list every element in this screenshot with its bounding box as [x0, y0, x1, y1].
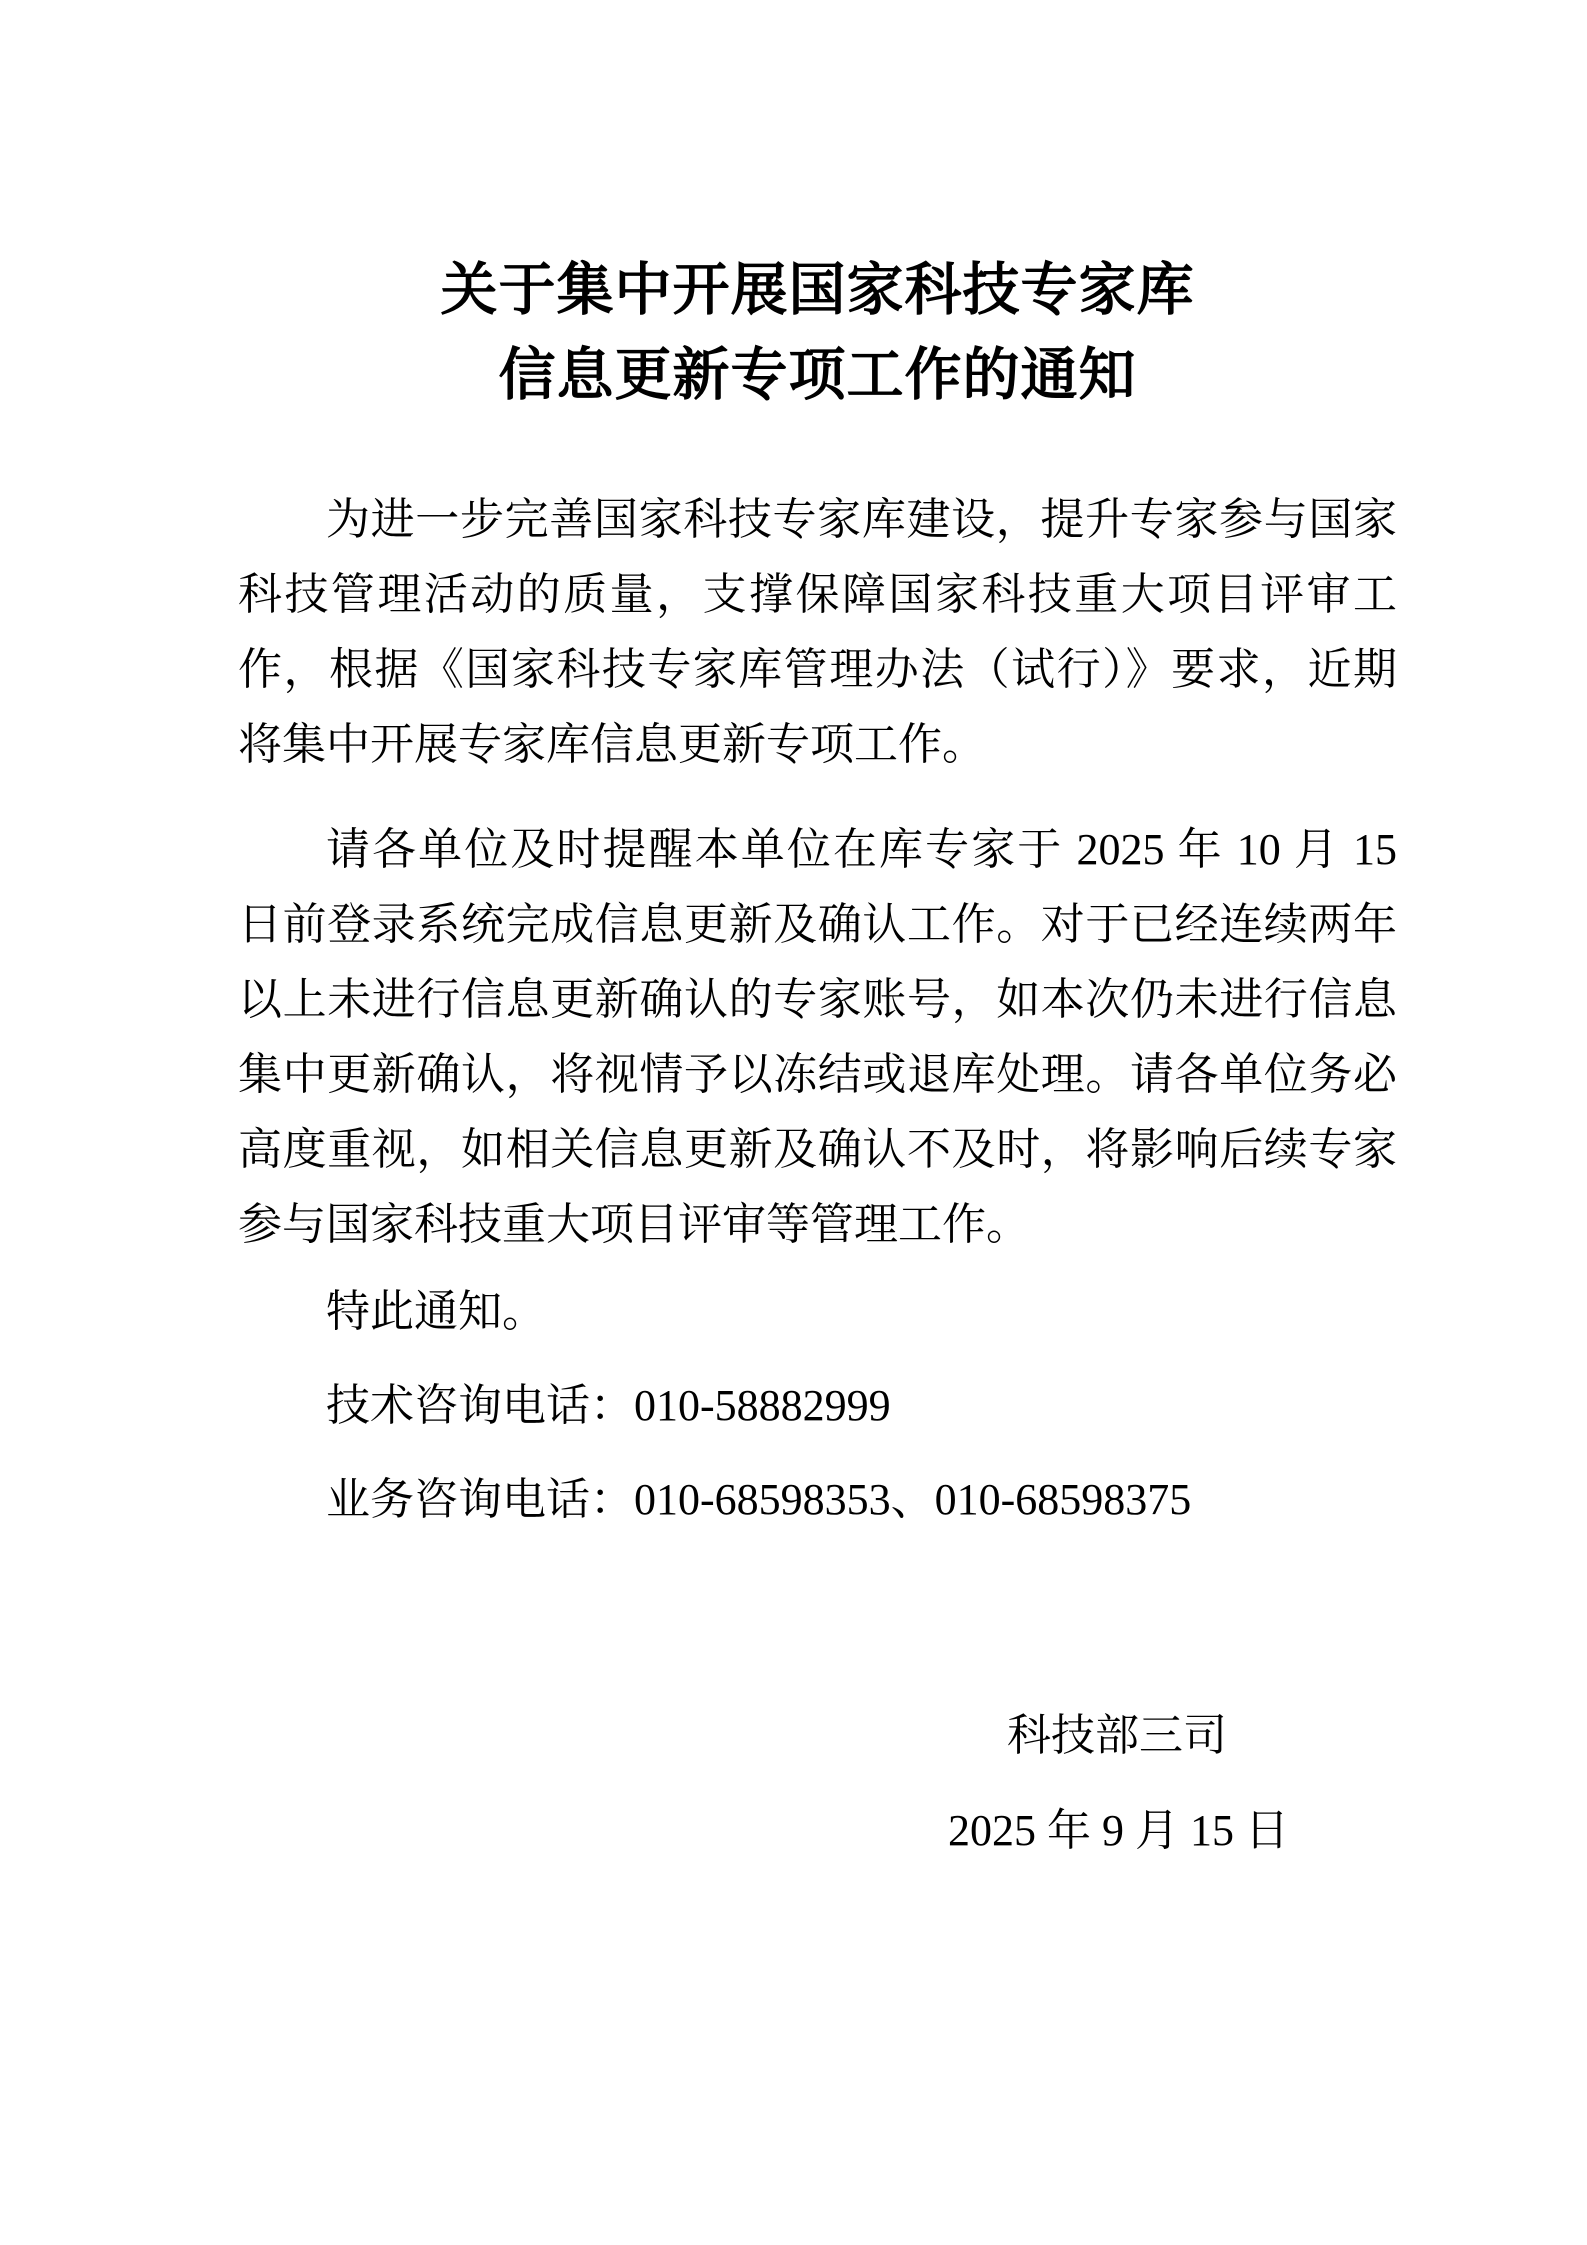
- document-title: [238, 248, 1397, 418]
- signature-department: 科技部三司: [1007, 1711, 1227, 1760]
- title-line-1: 关于集中开展国家科技专家库: [440, 259, 1195, 322]
- tech-contact-label: 技术咨询电话：: [326, 1381, 634, 1430]
- paragraph-background: 为进一步完善国家科技专家库建设，提升专家参与国家科技管理活动的质量，支撑保障国家科技重大项目评审工作，根据《国家科技专家库管理办法（试行）》要求，近期将集中开展专家库信息更新专项工作。: [238, 495, 1397, 769]
- business-contact-line: [238, 1462, 1397, 1537]
- title-line-2: 信息更新专项工作的通知: [498, 344, 1137, 407]
- paragraph-requirements: 请各单位及时提醒本单位在库专家于 2025 年 10 月 15 日前登录系统完成信息更新及确认工作。对于已经连续两年以上未进行信息更新确认的专家账号，如本次仍未进行信息集中更新确认，将视情予以冻结或退库处理。请各单位务必高度重视，如相关信息更新及确认不及时，将影响后续专家参与国家科技重大项目评审等管理工作。: [238, 825, 1397, 1249]
- business-contact-numbers: 010-68598353、010-68598375: [634, 1475, 1192, 1524]
- paragraph-closing: 特此通知。: [326, 1287, 546, 1336]
- business-contact-label: 业务咨询电话：: [326, 1475, 634, 1524]
- tech-contact-number: 010-58882999: [634, 1381, 891, 1430]
- tech-contact-line: [238, 1368, 1397, 1443]
- signature-date: 2025 年 9 月 15 日: [948, 1806, 1289, 1855]
